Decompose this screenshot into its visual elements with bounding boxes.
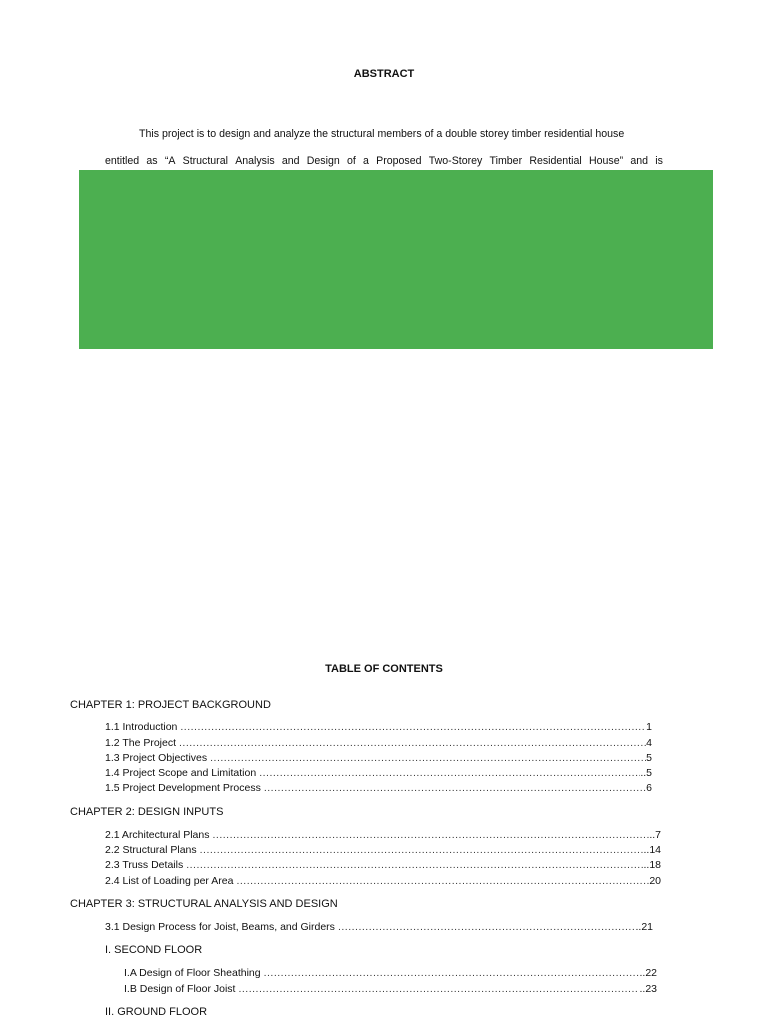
chapter-3-heading: CHAPTER 3: STRUCTURAL ANALYSIS AND DESIGN	[70, 898, 338, 910]
leader-dots	[338, 921, 636, 934]
leader-dots	[264, 967, 640, 980]
toc-title: TABLE OF CONTENTS	[325, 663, 443, 675]
toc-entry	[105, 844, 661, 857]
chapter-2-heading: CHAPTER 2: DESIGN INPUTS	[70, 806, 224, 818]
toc-entry	[124, 983, 657, 996]
leader-dots	[264, 782, 646, 795]
leader-dots	[212, 829, 649, 842]
toc-entry	[105, 921, 653, 934]
toc-entry-page: 6	[646, 782, 652, 794]
toc-entry	[105, 737, 652, 750]
toc-entry	[105, 767, 652, 780]
toc-entry-page: ..21	[635, 921, 653, 933]
toc-entry-label: I.B Design of Floor Joist	[124, 983, 236, 995]
leader-dots	[236, 875, 649, 888]
toc-entry-label: 2.4 List of Loading per Area	[105, 875, 234, 887]
toc-entry-page: ..14	[643, 844, 661, 856]
toc-entry	[105, 721, 652, 734]
toc-entry-page: 4	[646, 737, 652, 749]
abstract-line-1: This project is to design and analyze the structural members of a double storey timber residential house	[139, 128, 625, 140]
toc-entry	[105, 782, 652, 795]
leader-dots	[186, 859, 643, 872]
toc-entry-page: 5	[646, 752, 652, 764]
toc-entry-page: ..23	[639, 983, 657, 995]
section-ground-floor: II. GROUND FLOOR	[105, 1006, 208, 1018]
toc-entry-label: 1.1 Introduction	[105, 721, 178, 733]
toc-entry-label: 2.2 Structural Plans	[105, 844, 197, 856]
redaction-block	[79, 170, 713, 349]
toc-entry-label: 1.5 Project Development Process	[105, 782, 261, 794]
toc-entry-label: 3.1 Design Process for Joist, Beams, and Girders	[105, 921, 335, 933]
abstract-word: as	[146, 155, 158, 167]
abstract-word: Analysis	[235, 155, 275, 167]
abstract-line-2	[105, 155, 663, 167]
leader-dots	[200, 844, 644, 857]
toc-entry-label: 2.3 Truss Details	[105, 859, 184, 871]
abstract-word: Structural	[182, 155, 228, 167]
abstract-title: ABSTRACT	[353, 68, 415, 80]
toc-entry-page: ..7	[649, 829, 661, 841]
toc-entry-label: 1.4 Project Scope and Limitation	[105, 767, 257, 779]
abstract-word: “A	[164, 155, 176, 167]
toc-entry-page: 20	[649, 875, 661, 887]
toc-entry-label: 1.2 The Project	[105, 737, 177, 749]
abstract-word: is	[655, 155, 663, 167]
toc-entry	[105, 859, 661, 872]
toc-entry-page: 1	[646, 721, 652, 733]
leader-dots	[180, 721, 646, 734]
abstract-word: and	[281, 155, 300, 167]
abstract-word: Two-Storey	[428, 155, 483, 167]
toc-entry-label: I.A Design of Floor Sheathing	[124, 967, 261, 979]
abstract-word: Design	[306, 155, 340, 167]
leader-dots	[238, 983, 639, 996]
leader-dots	[179, 737, 646, 750]
toc-entry	[105, 752, 652, 765]
abstract-word: entitled	[105, 155, 140, 167]
abstract-word: and	[630, 155, 649, 167]
chapter-1-heading: CHAPTER 1: PROJECT BACKGROUND	[70, 699, 271, 711]
abstract-word: Proposed	[376, 155, 422, 167]
toc-entry-page: ..5	[640, 767, 652, 779]
abstract-word: of	[346, 155, 356, 167]
toc-entry-label: 2.1 Architectural Plans	[105, 829, 210, 841]
abstract-word: a	[363, 155, 369, 167]
toc-entry	[124, 967, 657, 980]
leader-dots	[210, 752, 646, 765]
toc-entry-page: ..18	[643, 859, 661, 871]
abstract-word: House”	[588, 155, 624, 167]
toc-entry	[105, 875, 661, 888]
section-second-floor: I. SECOND FLOOR	[105, 944, 203, 956]
leader-dots	[259, 767, 640, 780]
toc-entry-page: ..22	[639, 967, 657, 979]
toc-entry	[105, 829, 661, 842]
toc-entry-label: 1.3 Project Objectives	[105, 752, 208, 764]
abstract-word: Timber	[489, 155, 523, 167]
abstract-word: Residential	[529, 155, 582, 167]
